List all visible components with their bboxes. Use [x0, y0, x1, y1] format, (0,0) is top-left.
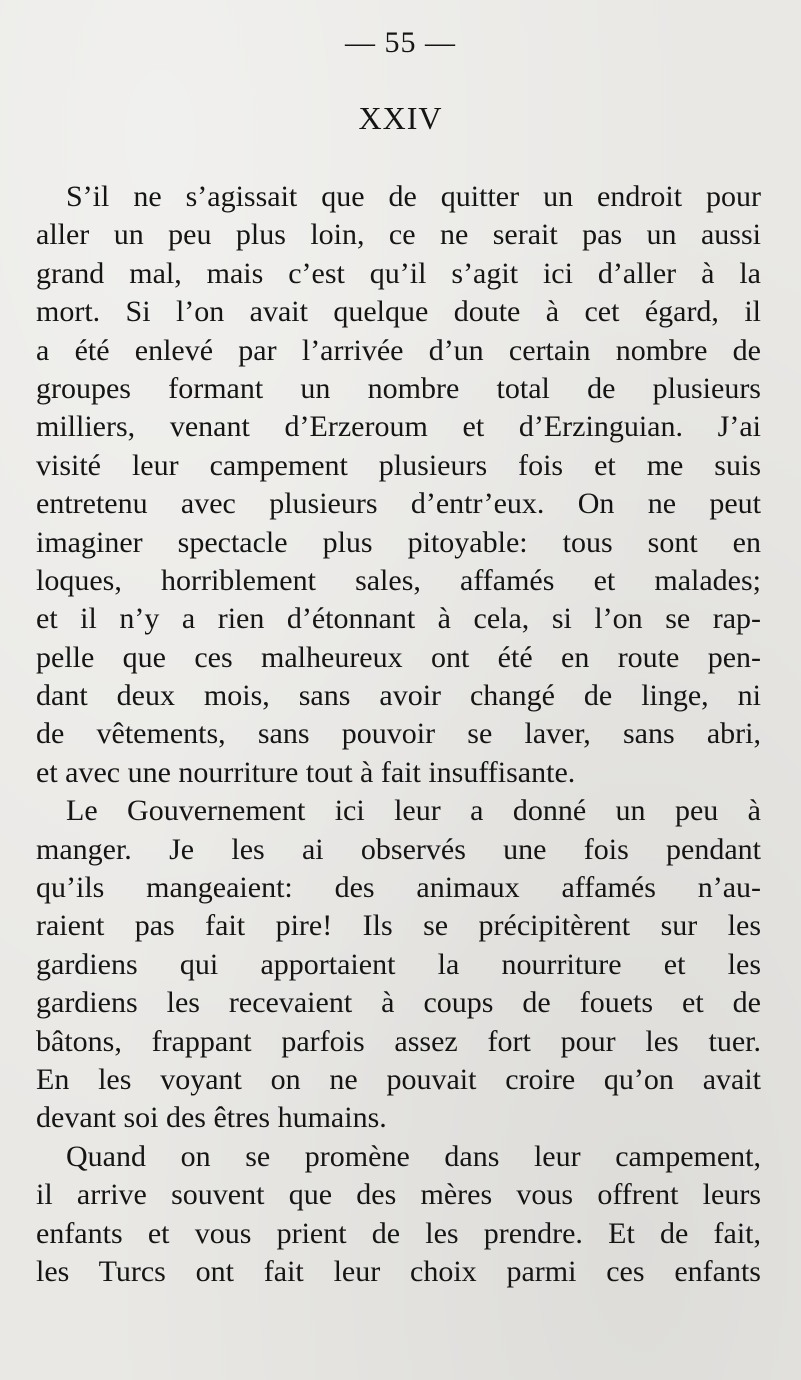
text-line: entretenu avec plusieurs d’entr’eux. On ne peut — [36, 487, 761, 521]
text-line: qu’ils mangeaient: des animaux affamés n’au- — [36, 871, 761, 905]
page-number: — 55 — — [345, 26, 456, 59]
text-line: bâtons, frappant parfois assez fort pour les tuer. — [36, 1024, 761, 1058]
text-line: manger. Je les ai observés une fois pendant — [36, 832, 761, 866]
text-line: imaginer spectacle plus pitoyable: tous sont en — [36, 525, 761, 559]
text-line: Quand on se promène dans leur campement, — [66, 1139, 761, 1173]
text-line: gardiens qui apportaient la nourriture et les — [36, 947, 761, 981]
text-line: gardiens les recevaient à coups de fouets et de — [36, 986, 761, 1020]
text-line: visité leur campement plusieurs fois et me suis — [36, 448, 761, 482]
text-line: En les voyant on ne pouvait croire qu’on avait — [36, 1062, 761, 1096]
text-line: dant deux mois, sans avoir changé de linge, ni — [36, 679, 761, 713]
text-line: mort. Si l’on avait quelque doute à cet égard, il — [36, 295, 761, 329]
text-line: aller un peu plus loin, ce ne serait pas un aussi — [36, 218, 761, 252]
text-line: grand mal, mais c’est qu’il s’agit ici d’aller à la — [36, 256, 761, 290]
text-line: il arrive souvent que des mères vous offrent leurs — [36, 1178, 761, 1212]
body-text — [36, 178, 761, 1291]
text-line: S’il ne s’agissait que de quitter un endroit pour — [66, 180, 761, 213]
text-line: et avec une nourriture tout à fait insuffisante. — [36, 755, 576, 789]
text-line: enfants et vous prient de les prendre. Et de fait, — [36, 1216, 761, 1250]
text-line: a été enlevé par l’arrivée d’un certain nombre de — [36, 333, 761, 367]
text-line: les Turcs ont fait leur choix parmi ces enfants — [36, 1254, 761, 1288]
text-line: milliers, venant d’Erzeroum et d’Erzinguian. J’ai — [36, 410, 761, 444]
text-line: loques, horriblement sales, affamés et malades; — [36, 563, 761, 597]
text-line: devant soi des êtres humains. — [36, 1101, 387, 1135]
text-line: raient pas fait pire! Ils se précipitèrent sur les — [36, 909, 761, 943]
text-line: Le Gouvernement ici leur a donné un peu à — [66, 794, 761, 828]
text-line: pelle que ces malheureux ont été en route pen- — [36, 640, 761, 674]
text-line: groupes formant un nombre total de plusieurs — [36, 371, 761, 405]
text-line: et il n’y a rien d’étonnant à cela, si l’on se rap- — [36, 602, 761, 636]
text-line: de vêtements, sans pouvoir se laver, sans abri, — [36, 717, 761, 751]
chapter-heading: XXIV — [358, 100, 443, 136]
